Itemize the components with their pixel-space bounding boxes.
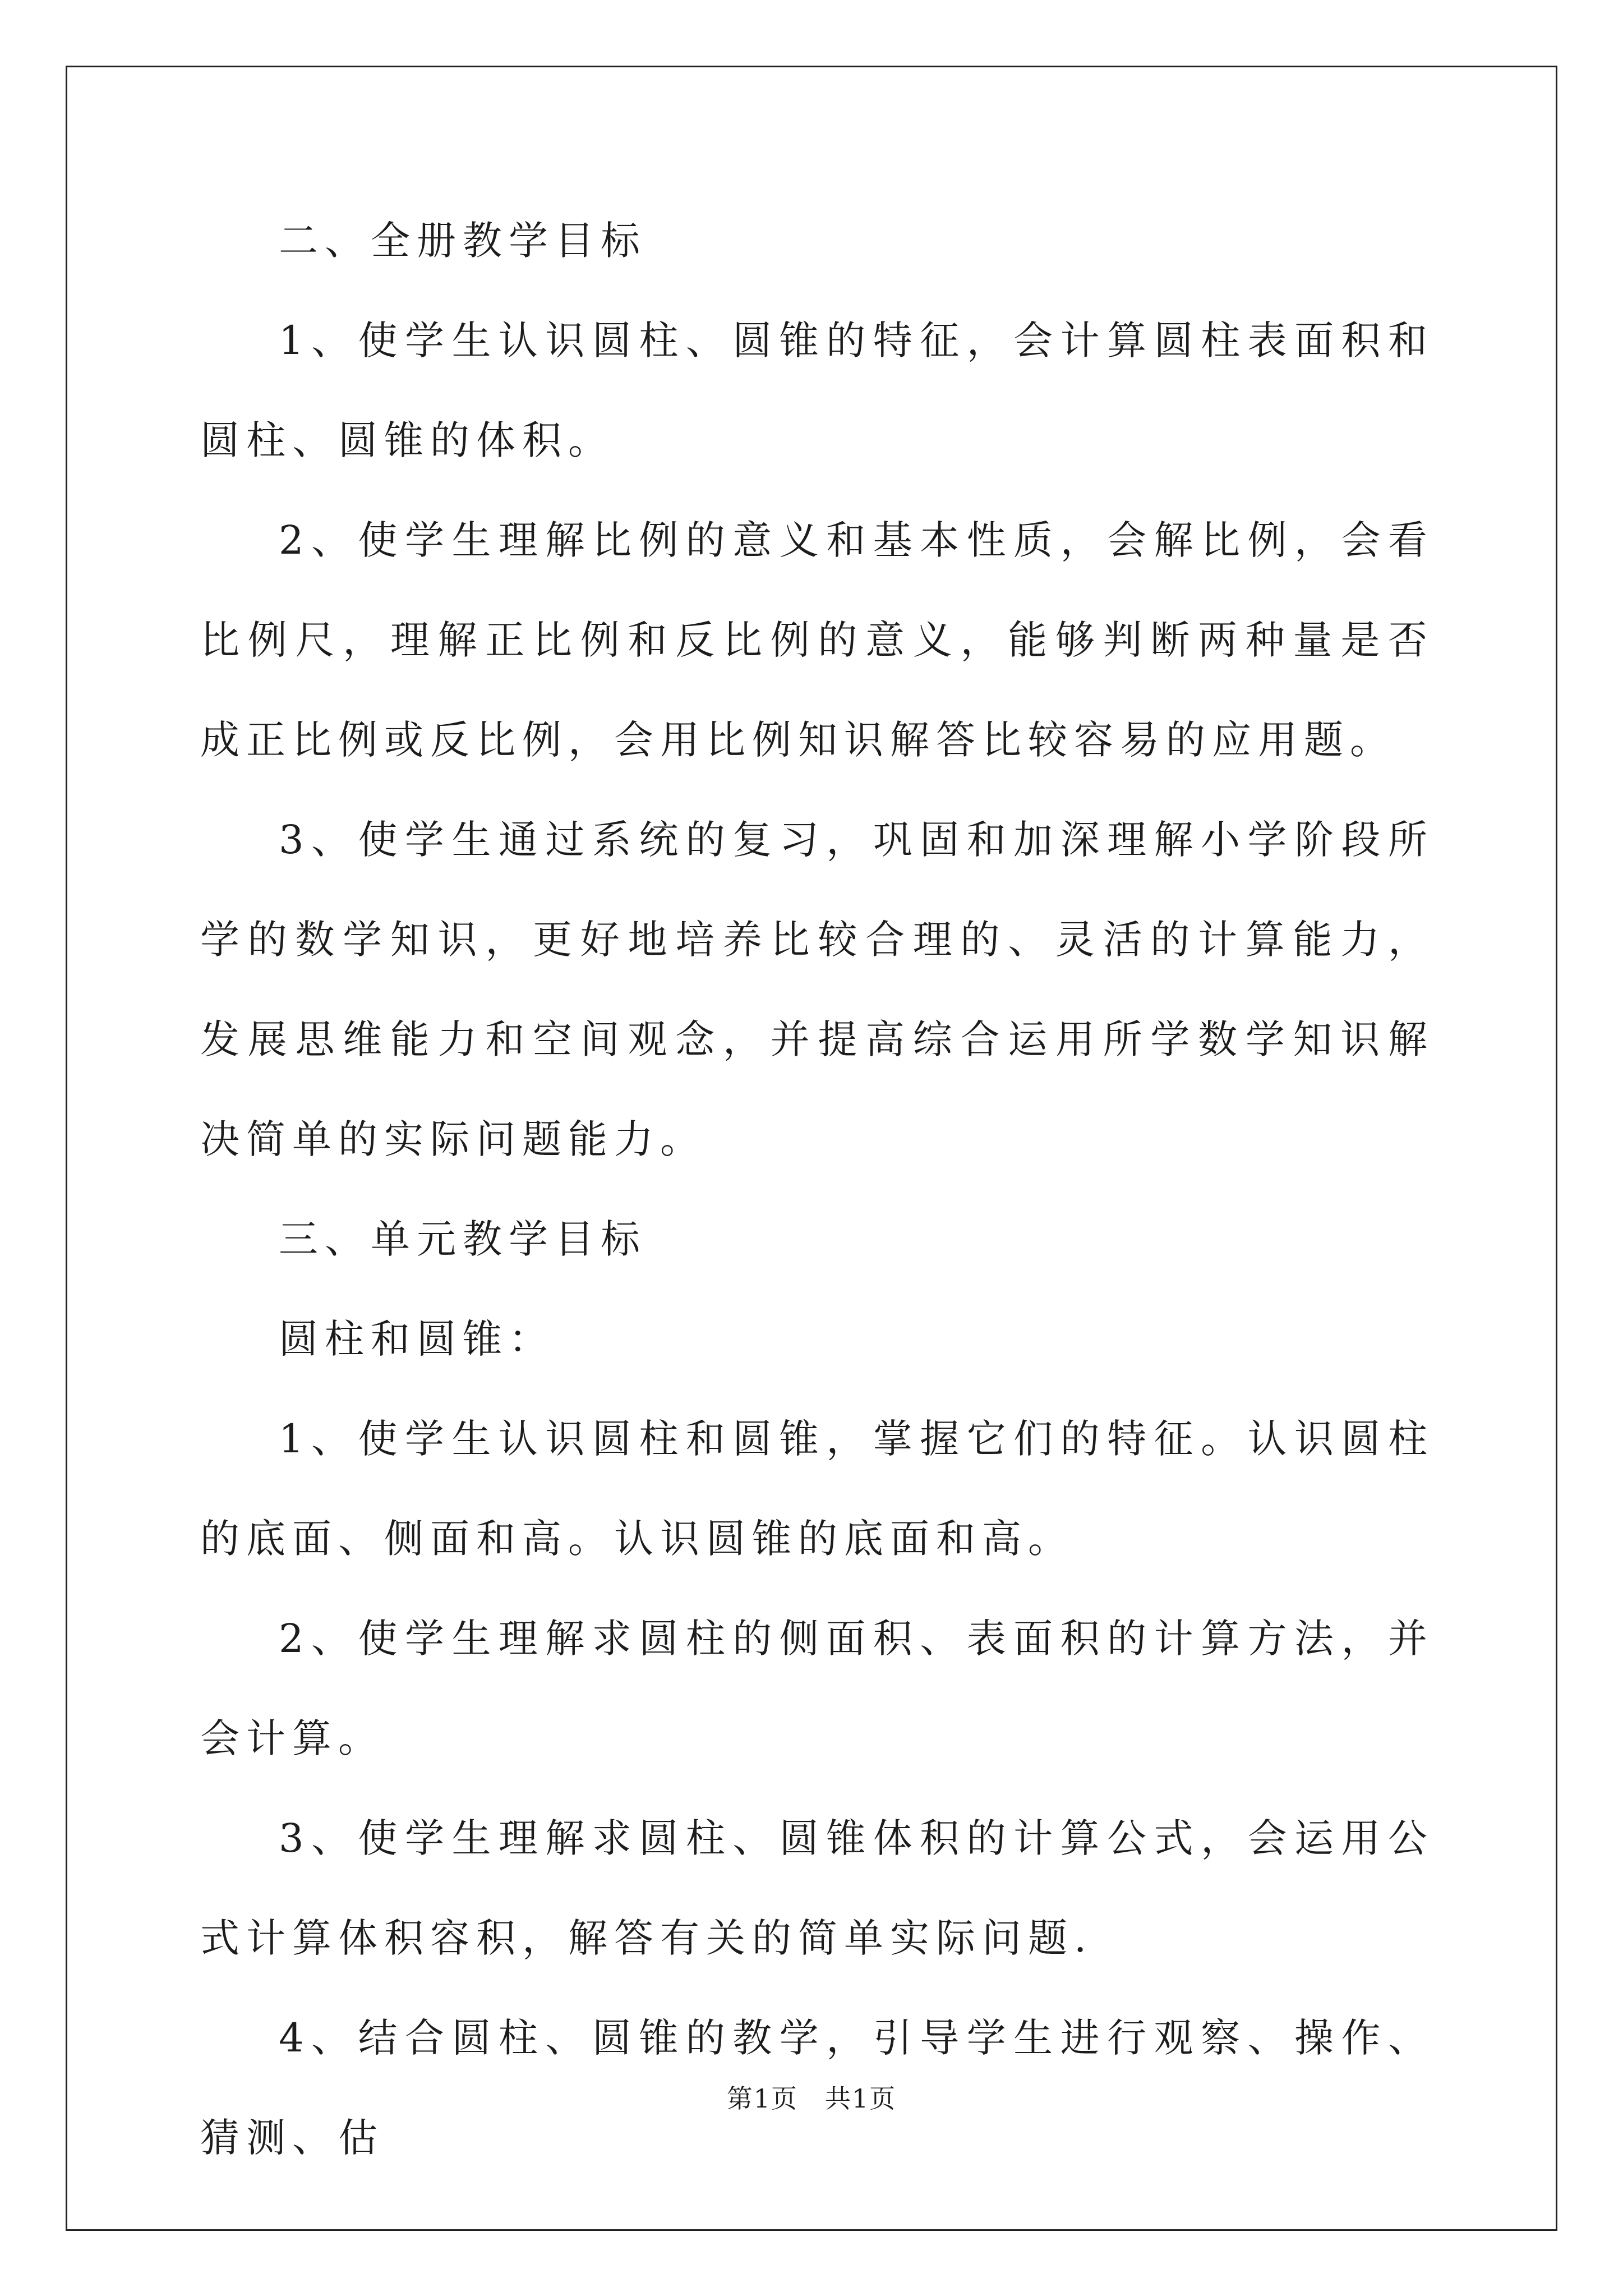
paragraph-unit-4: 4、结合圆柱、圆锥的教学，引导学生进行观察、操作、猜测、估 [200,2015,1434,2161]
paragraph-unit-2: 2、使学生理解求圆柱的侧面积、表面积的计算方法，并会计算。 [200,1616,1434,1761]
section-heading-2: 二、全册教学目标 [279,218,647,264]
paragraph-goal-3: 3、使学生通过系统的复习，巩固和加深理解小学阶段所学的数学知识，更好地培养比较合理的、灵活的计算能力，发展思维能力和空间观念，并提高综合运用所学数学知识解决简单的实际问题能力。 [200,817,1434,1162]
subheading-cylinder-cone: 圆柱和圆锥： [279,1316,555,1362]
paragraph-unit-3: 3、使学生理解求圆柱、圆锥体积的计算公式，会运用公式计算体积容积，解答有关的简单实际问题. [200,1815,1434,1961]
section-heading-3: 三、单元教学目标 [279,1216,647,1262]
paragraph-unit-1: 1、使学生认识圆柱和圆锥，掌握它们的特征。认识圆柱的底面、侧面和高。认识圆锥的底面和高。 [200,1416,1434,1562]
page-footer [0,2078,1623,2115]
page-number: 第1页 [726,2083,798,2114]
paragraph-goal-1: 1、使学生认识圆柱、圆锥的特征，会计算圆柱表面积和圆柱、圆锥的体积。 [200,318,1434,463]
page-total: 共1页 [825,2083,897,2114]
paragraph-goal-2: 2、使学生理解比例的意义和基本性质，会解比例，会看比例尺，理解正比例和反比例的意义，能够判断两种量是否成正比例或反比例，会用比例知识解答比较容易的应用题。 [200,517,1434,763]
document-body [200,191,1434,2188]
